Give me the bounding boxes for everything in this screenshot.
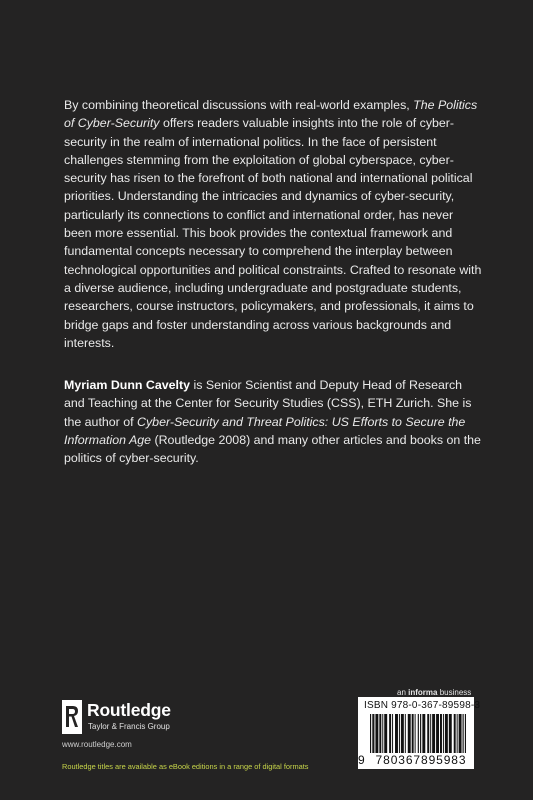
barcode-bar bbox=[420, 714, 421, 754]
barcode-bar bbox=[408, 714, 411, 754]
routledge-logo-icon bbox=[62, 700, 82, 734]
barcode-bar bbox=[379, 714, 381, 754]
barcode-bar bbox=[405, 714, 406, 754]
prior-book-title: Cyber-Security and Threat Politics: US Efforts to Secure the Information Age bbox=[64, 414, 466, 447]
barcode-bar bbox=[375, 714, 378, 754]
description-body: offers readers valuable insights into the role of cyber-security in the realm of international politics. In the face of persistent challenges stemming from the exploitation of global cyberspace, cyber-security has risen to the forefront of both national and international political priorities. Understanding the intricacies and dynamics of cyber-security, particularly its connections to conflict and international order, has never been more essential. This book provides the contextual framework and fundamental concepts necessary to comprehend the interplay between technological opportunities and political constraints. Crafted to resonate with a diverse audience, including undergraduate and postgraduate students, researchers, course instructors, policymakers, and professionals, it aims to bridge gaps and foster understanding across various backgrounds and interests. bbox=[64, 116, 482, 350]
informa-business-line bbox=[397, 688, 471, 697]
bio-text-2: (Routledge 2008) and many other articles and books on the politics of cyber-security. bbox=[64, 432, 481, 466]
barcode-bar bbox=[392, 714, 393, 754]
barcode-bar bbox=[372, 714, 373, 754]
barcode-bar bbox=[436, 714, 439, 754]
barcode-bar bbox=[382, 714, 383, 754]
ean-first-digit: 9 bbox=[358, 753, 365, 767]
barcode-bar bbox=[401, 714, 404, 754]
book-title: The Politics of Cyber-Security bbox=[64, 98, 478, 131]
barcode-bar bbox=[432, 714, 435, 754]
barcode-bar bbox=[370, 714, 371, 754]
barcode-bar bbox=[454, 714, 456, 754]
barcode-bar bbox=[449, 714, 452, 754]
barcode-bar bbox=[384, 714, 387, 754]
barcode-bar bbox=[412, 714, 414, 754]
barcode-bar bbox=[465, 714, 466, 754]
ebook-note: Routledge titles are available as eBook editions in a range of digital formats bbox=[62, 762, 309, 771]
author-bio bbox=[64, 376, 484, 467]
publisher-website[interactable]: www.routledge.com bbox=[62, 740, 132, 749]
barcode-bar bbox=[459, 714, 462, 754]
barcode-panel bbox=[358, 697, 481, 769]
barcode-bar bbox=[440, 714, 442, 754]
ean-digits: 780367895983 bbox=[370, 753, 472, 767]
barcode-bar bbox=[430, 714, 431, 754]
bio-text-1: is Senior Scientist and Deputy Head of Research and Teaching at the Center for Security Studies (CSS), ETH Zurich. She is the author of bbox=[64, 378, 472, 429]
barcode-bar bbox=[422, 714, 425, 754]
barcode-bar bbox=[395, 714, 398, 754]
barcode-bar bbox=[427, 714, 429, 754]
barcode-bar bbox=[373, 714, 374, 754]
author-name: Myriam Dunn Cavelty bbox=[64, 378, 191, 392]
publisher-logo bbox=[62, 700, 222, 736]
isbn-text: ISBN 978-0-367-89598-3 bbox=[364, 700, 481, 711]
barcode-bar bbox=[445, 714, 448, 754]
barcode-bar bbox=[443, 714, 444, 754]
description-intro: By combining theoretical discussions with real-world examples, bbox=[64, 98, 414, 112]
publisher-name: Routledge bbox=[87, 700, 171, 720]
barcode-bar bbox=[418, 714, 419, 754]
barcode-bar bbox=[389, 714, 391, 754]
informa-prefix: an bbox=[397, 688, 409, 697]
barcode-bar bbox=[399, 714, 400, 754]
barcode-bar bbox=[463, 714, 464, 754]
book-description bbox=[64, 96, 484, 352]
informa-brand: informa bbox=[408, 688, 438, 697]
barcode-bar bbox=[457, 714, 458, 754]
informa-suffix: business bbox=[437, 688, 472, 697]
publisher-group: Taylor & Francis Group bbox=[88, 722, 170, 731]
barcode-bar bbox=[415, 714, 416, 754]
